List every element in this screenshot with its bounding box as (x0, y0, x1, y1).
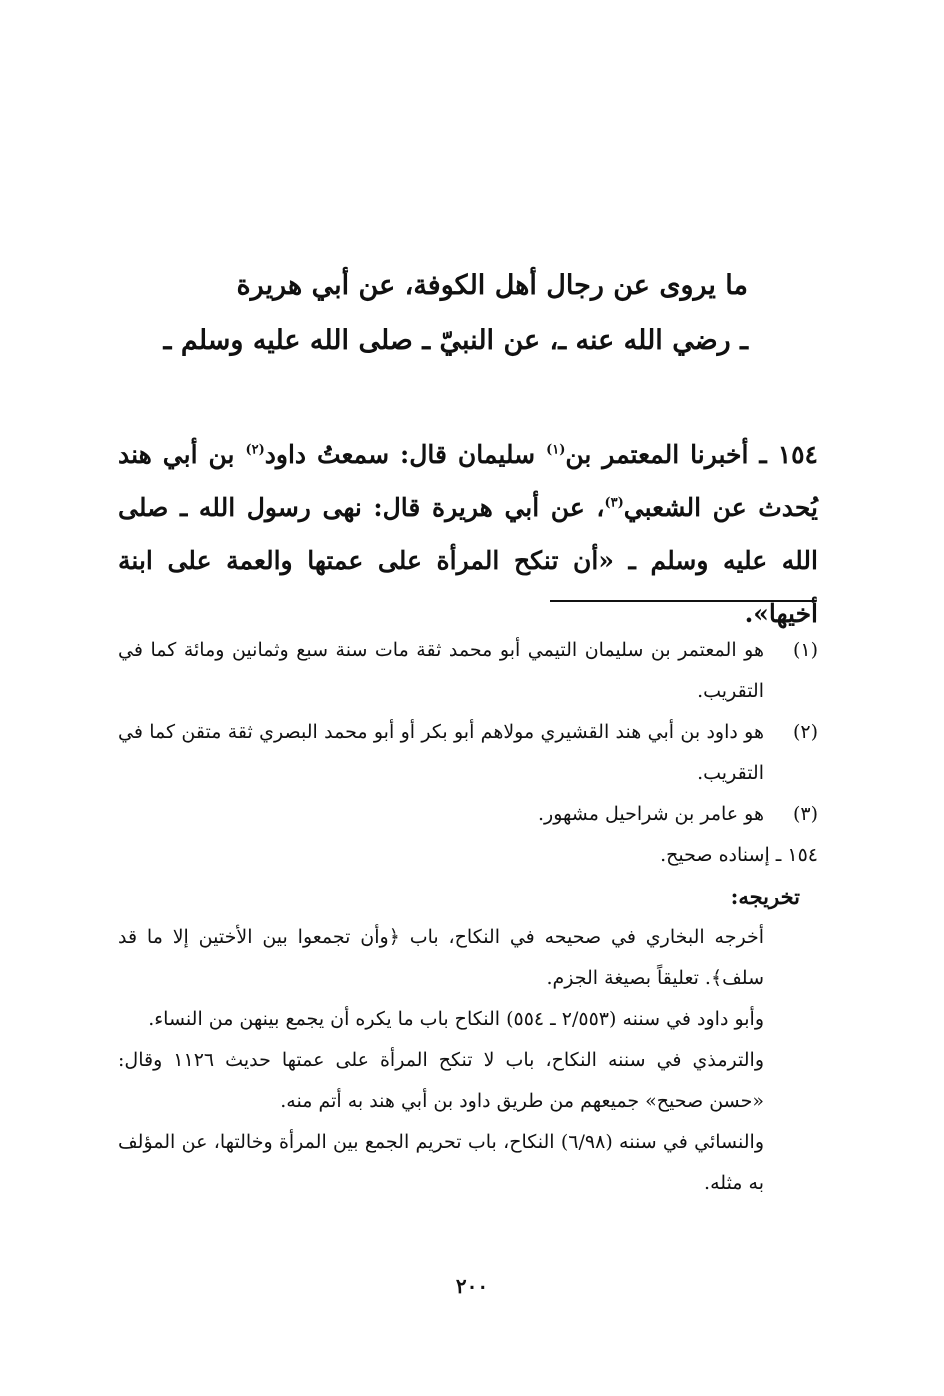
isnad-grade: ١٥٤ ـ إسناده صحيح. (660, 844, 818, 866)
footnote-ref-2: (٢) (245, 442, 265, 458)
footnote-ref-1: (١) (546, 442, 566, 458)
footnote-text: هو عامر بن شراحيل مشهور. (538, 803, 764, 825)
hadith-text (118, 428, 818, 640)
footnote-ref-3: (٣) (604, 495, 624, 511)
footnote-2 (118, 712, 818, 794)
footnotes-section (118, 630, 818, 1204)
page-number: ٢٠٠ (455, 1274, 489, 1298)
takhrij-source-1: أخرجه البخاري في صحيحه في النكاح، باب ﴿وأن تجمعوا بين الأختين إلا ما قد سلف﴾. تعليقاً بصيغة الجزم. (118, 926, 764, 989)
hadith-number: ١٥٤ (777, 440, 818, 469)
footnote-text: هو المعتمر بن سليمان التيمي أبو محمد ثقة مات سنة سبع وثمانين ومائة كما في التقريب. (118, 639, 764, 702)
footnote-text: هو داود بن أبي هند القشيري مولاهم أبو بكر أو أبو محمد البصري ثقة متقن كما في التقريب. (118, 721, 764, 784)
footnote-separator (550, 600, 816, 602)
takhrij-source-4: والنسائي في سننه (٦/٩٨) النكاح، باب تحريم الجمع بين المرأة وخالتها، عن المؤلف به مثله. (118, 1131, 764, 1194)
heading-line-2: ـ رضي الله عنه ـ، عن النبيّ ـ صلى الله عليه وسلم ـ (163, 325, 748, 356)
footnote-1 (118, 630, 818, 712)
hadith-text-part-1: ـ أخبرنا المعتمر بن (565, 440, 767, 469)
takhrij-title: تخريجه: (730, 884, 800, 909)
hadith-text-part-2: سليمان قال: سمعتُ داود (264, 440, 547, 469)
hadith-text-part-3: بن أبي هند يُحدث عن الشعبي (118, 440, 818, 522)
heading-line-1: ما يروى عن رجال أهل الكوفة، عن أبي هريرة (236, 270, 748, 301)
footnote-3 (118, 794, 818, 835)
section-heading (163, 258, 748, 368)
hadith-text-part-4: ، عن أبي هريرة قال: نهى رسول الله ـ صلى الله عليه وسلم ـ «أن تنكح المرأة على عمتها والعمة على ابنة أخيها». (118, 493, 818, 628)
takhrij-source-3: والترمذي في سننه النكاح، باب لا تنكح المرأة على عمتها حديث ١١٢٦ وقال: «حسن صحيح» جميعهم من طريق داود بن أبي هند به أتم منه. (118, 1049, 765, 1112)
footnote-number: (١) (792, 639, 818, 661)
takhrij-source-2: وأبو داود في سننه (٢/٥٥٣ ـ ٥٥٤) النكاح باب ما يكره أن يجمع بينهن من النساء. (148, 1008, 764, 1030)
footnote-number: (٣) (792, 803, 818, 825)
footnote-number: (٢) (792, 721, 818, 743)
